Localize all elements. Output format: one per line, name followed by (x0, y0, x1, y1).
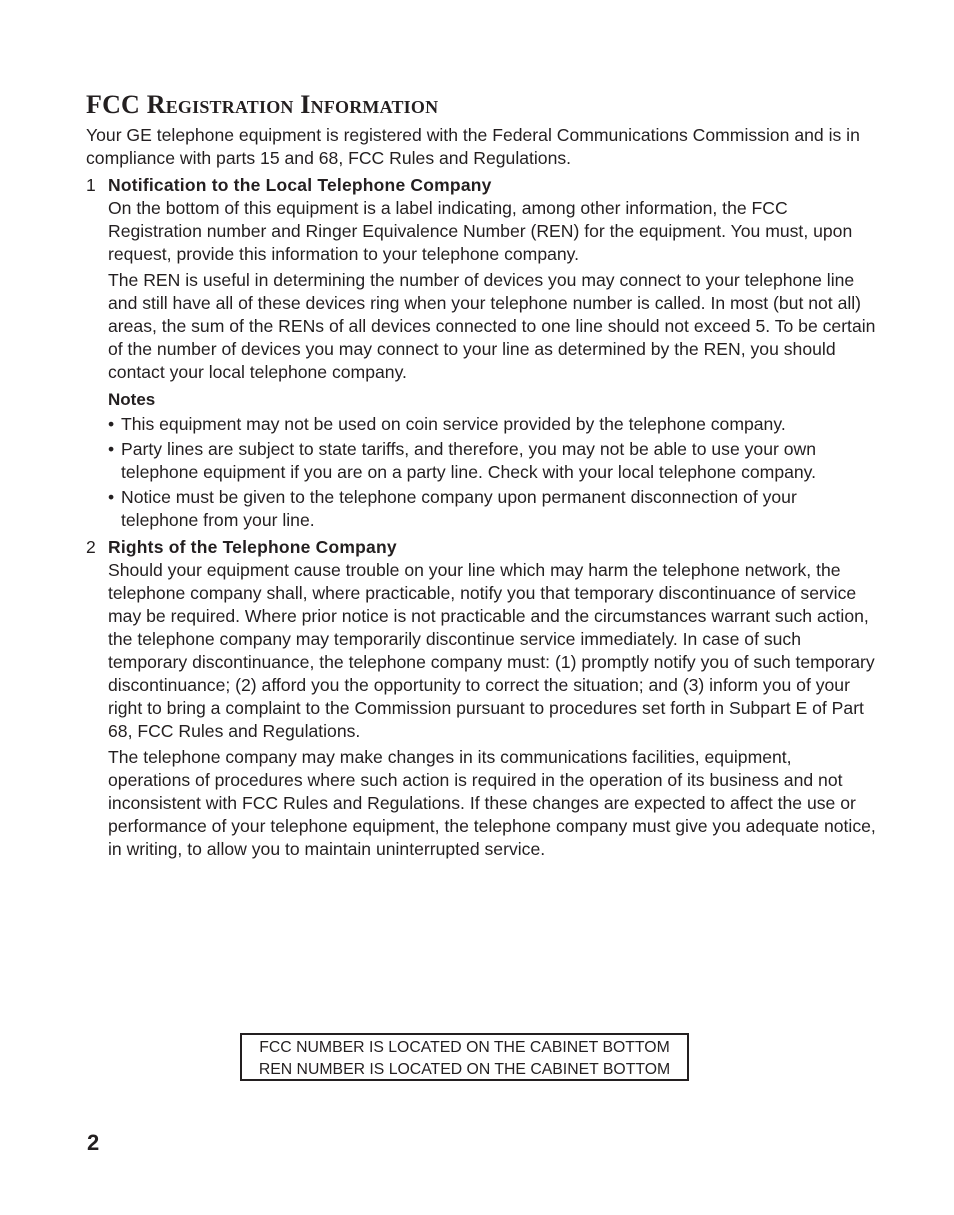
document-page (86, 88, 876, 861)
list-item (108, 438, 876, 484)
section-title: Rights of the Telephone Company (108, 537, 397, 557)
fcc-number-line: FCC NUMBER IS LOCATED ON THE CABINET BOTTOM (259, 1039, 670, 1056)
section-rights (86, 536, 876, 861)
fcc-label-box (240, 1033, 689, 1081)
bullet-icon: • (108, 414, 115, 434)
bullet-icon: • (108, 487, 115, 507)
notes-list (108, 413, 876, 532)
page-number: 2 (87, 1130, 100, 1155)
section-paragraph: On the bottom of this equipment is a label indicating, among other information, the FCC Registration number and Ringer Equivalence Number (REN) for the equipment. You must, upon request, provide this information to your telephone company. (108, 198, 853, 264)
note-text: Notice must be given to the telephone company upon permanent disconnection of your telephone from your line. (121, 487, 797, 530)
list-item (108, 413, 876, 436)
section-paragraph: Should your equipment cause trouble on your line which may harm the telephone network, the telephone company shall, where practicable, notify you that temporary discontinuance of service may be required. Where prior notice is not practicable and the circumstances warrant such action, the telephone company may temporarily discontinue service immediately. In case of such temporary discontinuance, the telephone company must: (1) promptly notify you of such temporary discontinuance; (2) afford you the opportunity to correct the situation; and (3) inform you of your right to bring a complaint to the Commission pursuant to procedures set forth in Subpart E of Part 68, FCC Rules and Regulations. (108, 560, 875, 741)
section-title: Notification to the Local Telephone Company (108, 175, 492, 195)
note-text: This equipment may not be used on coin service provided by the telephone company. (121, 414, 786, 434)
note-text: Party lines are subject to state tariffs, and therefore, you may not be able to use your own telephone equipment if you are on a party line. Check with your local telephone company. (121, 439, 817, 482)
ren-number-line: REN NUMBER IS LOCATED ON THE CABINET BOTTOM (258, 1061, 671, 1078)
section-heading (86, 536, 876, 559)
section-heading (86, 174, 876, 197)
section-notification (86, 174, 876, 532)
bullet-icon: • (108, 439, 115, 459)
section-paragraph: The telephone company may make changes in its communications facilities, equipment, operations of procedures where such action is required in the operation of its business and not inconsistent with FCC Rules and Regulations. If these changes are expected to affect the use or performance of your telephone equipment, the telephone company must give you adequate notice, in writing, to allow you to maintain uninterrupted service. (108, 747, 876, 859)
page-title: FCC Registration Information (86, 90, 439, 119)
intro-paragraph: Your GE telephone equipment is registered with the Federal Communications Commission and is in compliance with parts 15 and 68, FCC Rules and Regulations. (86, 125, 860, 168)
list-item (108, 486, 876, 532)
section-paragraph: The REN is useful in determining the number of devices you may connect to your telephone line and still have all of these devices ring when your telephone number is called. In most (but not all) areas, the sum of the RENs of all devices connected to one line should not exceed 5. To be certain of the number of devices you may connect to your line as determined by the REN, you should contact your local telephone company. (108, 270, 876, 382)
section-number: 2 (86, 537, 96, 557)
notes-heading: Notes (108, 390, 156, 409)
section-number: 1 (86, 175, 96, 195)
